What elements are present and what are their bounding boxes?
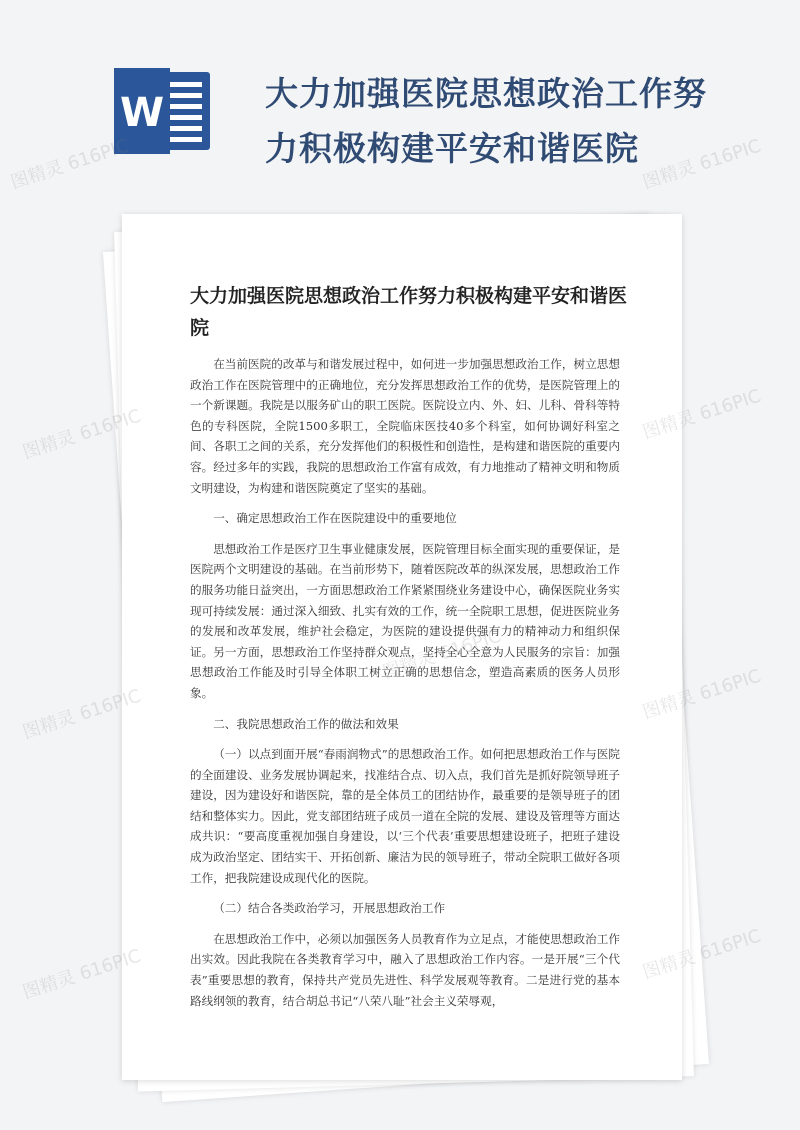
watermark: 图精灵 616PIC (640, 665, 764, 724)
section-heading: 一、确定思想政治工作在医院建设中的重要地位 (213, 511, 457, 526)
watermark: 图精灵 616PIC (8, 135, 132, 194)
word-document-icon (112, 68, 212, 154)
banner-title (265, 66, 745, 176)
banner-title-line-2: 力积极构建平安和谐医院 (265, 129, 639, 168)
watermark: 图精灵 616PIC (640, 135, 764, 194)
paragraph: 在当前医院的改革与和谐发展过程中，如何进一步加强思想政治工作，树立思想政治工作在医院管理中的正确地位，充分发挥思想政治工作的优势，是医院管理上的一个新课题。我院是以服务矿山的职工医院。医院设立内、外、妇、儿科、骨科等特色的专科医院，全院1500多职工，全院临床医技40多个科室，如何协调好科室之间、各职工之间的关系，充分发挥他们的积极性和创造性，是构建和谐医院的重要内容。经过多年的实践，我院的思想政治工作富有成效，有力地推动了精神文明和物质文明建设，为构建和谐医院奠定了坚实的基础。 (190, 357, 620, 495)
paragraph: 在思想政治工作中，必须以加强医务人员教育作为立足点，才能使思想政治工作出实效。因此我院在各类教育学习中，融入了思想政治工作内容。一是开展“三个代表”重要思想的教育，保持共产党员先进性、科学发展观等教育。二是进行党的基本路线纲领的教育，结合胡总书记“八荣八耻”社会主义荣辱观， (190, 931, 620, 1008)
section-heading: （二）结合各类政治学习，开展思想政治工作 (213, 901, 446, 916)
watermark: 图精灵 616PIC (640, 925, 764, 984)
paragraph: 思想政治工作是医疗卫生事业健康发展，医院管理目标全面实现的重要保证，是医院两个文明建设的基础。在当前形势下，随着医院改革的纵深发展，思想政治工作的服务功能日益突出，一方面思想政治工作紧紧围绕业务建设中心，确保医院业务实现可持续发展：通过深入细致、扎实有效的工作，统一全院职工思想，促进医院业务的发展和改革发展，维护社会稳定，为医院的建设提供强有力的精神动力和组织保证。另一方面，思想政治工作坚持群众观点，坚持全心全意为人民服务的宗旨：加强思想政治工作能及时引导全体职工树立正确的思想信念，塑造高素质的医务人员形象。 (190, 541, 620, 700)
watermark: 图精灵 616PIC (20, 405, 144, 464)
document-title: 大力加强医院思想政治工作努力积极构建平安和谐医院 (190, 285, 628, 339)
paragraph: （一）以点到面开展“春雨润物式”的思想政治工作。如何把思想政治工作与医院的全面建设、业务发展协调起来，找准结合点、切入点，我们首先是抓好院领导班子建设，因为建设好和谐医院，靠的是全体员工的团结协作，最重要的是领导班子的团结和整体实力。因此，党支部团结班子成员一道在全院的发展、建设及管理等方面达成共识：“要高度重视加强自身建设，以‘三个代表’重要思想建设班子，把班子建设成为政治坚定、团结实干、开拓创新、廉洁为民的领导班子，带动全院职工做好各项工作，把我院建设成现代化的医院。 (190, 747, 620, 885)
watermark: 图精灵 616PIC (640, 385, 764, 444)
document-page[interactable] (122, 214, 682, 1080)
watermark: 图精灵 616PIC (20, 685, 144, 744)
watermark: 图精灵 616PIC (20, 945, 144, 1004)
section-heading: 二、我院思想政治工作的做法和效果 (213, 716, 399, 731)
banner (0, 0, 800, 205)
document-body (190, 354, 620, 1011)
word-icon-letter: W (119, 90, 165, 136)
banner-title-line-1: 大力加强医院思想政治工作努 (265, 74, 707, 113)
